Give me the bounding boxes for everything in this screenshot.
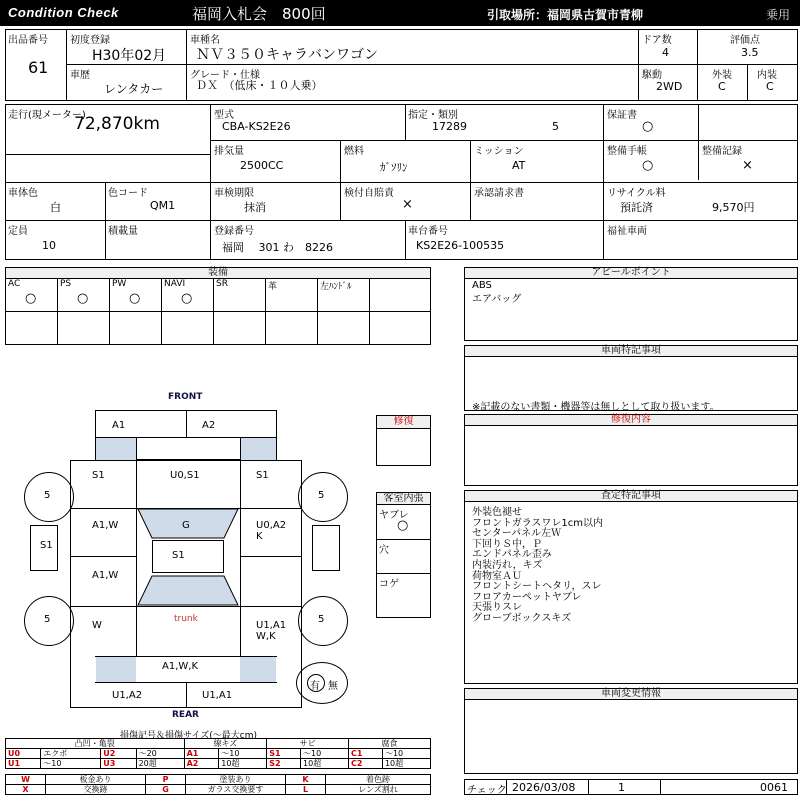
repair-content-box <box>464 425 798 486</box>
equipment-mark: ○ <box>181 291 193 306</box>
fuel: ｶﾞｿﾘﾝ <box>380 161 408 174</box>
legend-code: S1 <box>267 749 301 759</box>
legend-group: 線キズ <box>184 739 267 749</box>
legend-value: レンズ割れ <box>326 785 431 795</box>
damage-mark: U0,A2 <box>256 520 287 531</box>
damage-mark: W <box>92 620 102 631</box>
inspection-note-line: 内装汚れ，キズ <box>472 560 543 571</box>
legend-value: エクボ <box>41 749 101 759</box>
repair-title: 修復 <box>376 415 431 429</box>
inspection-note-line: フロアカーペットヤブレ <box>472 591 582 603</box>
legend-value: 〜10 <box>382 749 430 759</box>
drive: 2WD <box>656 80 683 93</box>
designation-label: 指定・類別 <box>408 110 458 121</box>
inspection-note-line: センターパネル左Ｗ <box>472 528 562 540</box>
damage-mark: U0,S1 <box>170 470 200 481</box>
legend-title: 損傷記号＆損傷サイズ(〜最大cm) <box>120 731 258 741</box>
appeal-title: アピールポイント <box>464 267 798 279</box>
equipment-label: PS <box>60 279 72 289</box>
mileage: 72,870km <box>74 114 160 134</box>
lot-label: 出品番号 <box>8 35 48 46</box>
repair-box <box>376 428 431 466</box>
equipment-label: PW <box>112 279 127 289</box>
color-label: 車体色 <box>8 188 38 199</box>
legend-code: U3 <box>101 759 136 769</box>
model-label: 車種名 <box>190 35 220 46</box>
damage-mark: K <box>256 531 263 542</box>
inspection-note-line: フロントガラスワレ1cm以内 <box>472 517 604 529</box>
check-count: 1 <box>618 781 625 794</box>
tire-depth: 5 <box>318 614 325 625</box>
damage-mark: A1 <box>112 420 126 431</box>
warranty-label: 保証書 <box>607 110 637 121</box>
damage-mark: S1 <box>92 470 105 481</box>
type-label: 型式 <box>214 110 234 121</box>
damage-mark: W,K <box>256 631 276 642</box>
legend-value: 〜10 <box>41 759 101 769</box>
legend-group: 腐食 <box>348 739 430 749</box>
damage-mark: S1 <box>256 470 269 481</box>
legend-code: A1 <box>184 749 219 759</box>
first-reg-label: 初度登録 <box>70 35 110 46</box>
legend-code: S2 <box>267 759 301 769</box>
plate: 福岡 301 わ 8226 <box>222 241 333 254</box>
equipment-mark: ○ <box>129 291 141 306</box>
model-name: ＮＶ３５０キャラバンワゴン <box>196 47 378 63</box>
inspection-note-line: エンドパネル歪み <box>472 549 552 561</box>
vehicle-category: 乗用 <box>766 8 791 22</box>
rear-label: REAR <box>172 710 199 720</box>
doors: 4 <box>662 46 669 59</box>
mission-label: ミッション <box>474 146 524 157</box>
legend-value: ガラス交換要す <box>186 785 286 795</box>
cabin-tear-label: ヤブレ <box>379 510 409 521</box>
type: CBA-KS2E26 <box>222 120 291 133</box>
ext-label: 外装 <box>712 70 732 81</box>
legend-code: L <box>286 785 326 795</box>
appeal-line: ABS <box>472 280 492 291</box>
welfare-label: 福祉車両 <box>607 226 647 237</box>
designation: 17289 <box>432 120 467 133</box>
first-reg: H30年02月 <box>92 48 167 64</box>
vin: KS2E26-100535 <box>416 239 505 252</box>
inspection-note-line: フロントシートヘタリ，スレ <box>472 581 602 593</box>
tire-depth: 5 <box>318 490 325 501</box>
legend-group: サビ <box>267 739 349 749</box>
history: レンタカー <box>104 82 164 96</box>
inspection: 抹消 <box>244 201 266 214</box>
damage-mark: S1 <box>40 540 53 551</box>
record: × <box>742 158 753 173</box>
inspection-note-line: 外装色褪せ <box>472 507 522 518</box>
capacity-label: 定員 <box>8 226 28 237</box>
inspection-note-line: 荷物室ＡＵ <box>472 570 522 582</box>
lot-number: 61 <box>28 58 49 77</box>
detector-label: 検付自賠責 <box>344 188 394 199</box>
check-code: 0061 <box>760 781 788 794</box>
warranty: ○ <box>642 119 654 134</box>
colorcode-label: 色コード <box>108 188 148 199</box>
displacement-label: 排気量 <box>214 146 244 157</box>
equipment-title: 装備 <box>5 267 431 279</box>
legend-table <box>5 738 431 769</box>
equipment-label: AC <box>8 279 21 289</box>
roof <box>152 540 224 573</box>
inspection-note-line: 天張りスレ <box>472 602 522 614</box>
appeal-line: エアバッグ <box>472 294 522 305</box>
right-mirror-panel <box>312 525 340 571</box>
legend-code: K <box>286 775 326 785</box>
inspection-label: 車検期限 <box>214 188 254 199</box>
load-label: 積載量 <box>108 226 138 237</box>
legend-group: 凸凹・亀裂 <box>6 739 185 749</box>
grade: ＤＸ （低床・１０人乗） <box>196 79 323 92</box>
score: 3.5 <box>741 46 759 59</box>
damage-mark: A2 <box>202 420 216 431</box>
equipment-mark: ○ <box>25 291 37 306</box>
equipment-label: SR <box>216 279 228 289</box>
record-label: 整備記録 <box>702 146 742 157</box>
damage-mark: S1 <box>172 550 185 561</box>
special-title: 車両特記事項 <box>464 345 798 357</box>
equipment-label: 左ﾊﾝﾄﾞﾙ <box>320 282 352 292</box>
legend-code: W <box>6 775 46 785</box>
plate-label: 登録番号 <box>214 226 254 237</box>
legend-value: 〜10 <box>301 749 349 759</box>
special-note: ※記載のない書類・機器等は無しとして取り扱います。 <box>472 402 720 413</box>
history-label: 車歴 <box>70 70 90 81</box>
change-info-title: 車両変更情報 <box>464 688 798 700</box>
spare-none-label: 無 <box>328 681 338 692</box>
fuel-label: 燃料 <box>344 146 364 157</box>
trunk-label: trunk <box>174 614 198 624</box>
legend-code: C1 <box>348 749 382 759</box>
mileage-label: 走行(現メーター) <box>8 110 86 121</box>
vin-label: 車台番号 <box>408 226 448 237</box>
int-grade: C <box>766 80 774 93</box>
damage-mark: U1,A1 <box>202 690 233 701</box>
drive-label: 駆動 <box>642 70 662 81</box>
header-bar <box>0 0 800 26</box>
damage-mark: A1,W <box>92 570 119 581</box>
legend-code: U2 <box>101 749 136 759</box>
tire-depth: 5 <box>44 490 51 501</box>
legend-value: 20超 <box>136 759 184 769</box>
class: 5 <box>552 120 559 133</box>
mission: AT <box>512 159 526 172</box>
inspection-notes-title: 査定特記事項 <box>464 490 798 502</box>
pickup-location: 引取場所：福岡県古賀市青柳 <box>487 8 644 22</box>
recycle-fee: 9,570円 <box>712 201 755 214</box>
legend-value: 10超 <box>219 759 267 769</box>
equipment-mark: ○ <box>77 291 89 306</box>
cabin-burn-label: コゲ <box>379 579 399 590</box>
check-date: 2026/03/08 <box>512 781 576 794</box>
legend-value: 〜10 <box>219 749 267 759</box>
ext-grade: C <box>718 80 726 93</box>
equipment-label: NAVI <box>164 279 186 289</box>
displacement: 2500CC <box>240 159 284 172</box>
equipment-label: 革 <box>268 282 278 292</box>
color: 白 <box>50 201 61 214</box>
front-label: FRONT <box>168 392 203 402</box>
damage-mark: G <box>182 520 190 531</box>
legend-code: X <box>6 785 46 795</box>
cabin-tear-mark: ○ <box>397 518 409 533</box>
cabin-hole-label: 穴 <box>379 545 389 556</box>
cabin-title: 客室内張 <box>376 492 431 505</box>
damage-mark: U1,A1 <box>256 620 287 631</box>
appeal-box <box>464 278 798 341</box>
damage-mark: U1,A2 <box>112 690 143 701</box>
check-label: チェック <box>467 785 507 796</box>
damage-mark: A1,W <box>92 520 119 531</box>
header-title: Condition Check <box>8 5 119 20</box>
manual: ○ <box>642 158 654 173</box>
legend-code: A2 <box>184 759 219 769</box>
legend-value: 10超 <box>301 759 349 769</box>
legend-value: 〜20 <box>136 749 184 759</box>
legend-value: 塗装あり <box>186 775 286 785</box>
inspection-note-line: グローブボックスキズ <box>472 613 572 624</box>
legend-code: C2 <box>348 759 382 769</box>
approval-label: 承認請求書 <box>474 188 524 199</box>
damage-mark: A1,W,K <box>162 661 199 672</box>
repair-content-title: 修復内容 <box>464 414 798 426</box>
legend-value: 板金あり <box>46 775 146 785</box>
recycle-label: リサイクル料 <box>607 188 666 199</box>
recycle-status: 預託済 <box>620 201 653 214</box>
manual-label: 整備手帳 <box>607 146 647 157</box>
legend-code: U1 <box>6 759 41 769</box>
spare-label: 有 <box>310 681 320 692</box>
legend-code: U0 <box>6 749 41 759</box>
legend-code: G <box>146 785 186 795</box>
detector: × <box>402 197 413 212</box>
doors-label: ドア数 <box>642 35 672 46</box>
legend-value: 10超 <box>382 759 430 769</box>
score-label: 評価点 <box>730 35 760 46</box>
legend-code: P <box>146 775 186 785</box>
colorcode: QM1 <box>150 199 176 212</box>
grade-label: グレード・仕様 <box>190 70 260 81</box>
change-info-box <box>464 699 798 774</box>
legend-value: 着色跡 <box>326 775 431 785</box>
capacity: 10 <box>42 239 56 252</box>
legend-value: 交換跡 <box>46 785 146 795</box>
legend-table-2 <box>5 774 431 795</box>
int-label: 内装 <box>757 70 777 81</box>
inspection-note-line: 下回りＳ中，Ｐ <box>472 538 542 550</box>
auction-name: 福岡入札会 800回 <box>192 5 326 23</box>
tire-depth: 5 <box>44 614 51 625</box>
